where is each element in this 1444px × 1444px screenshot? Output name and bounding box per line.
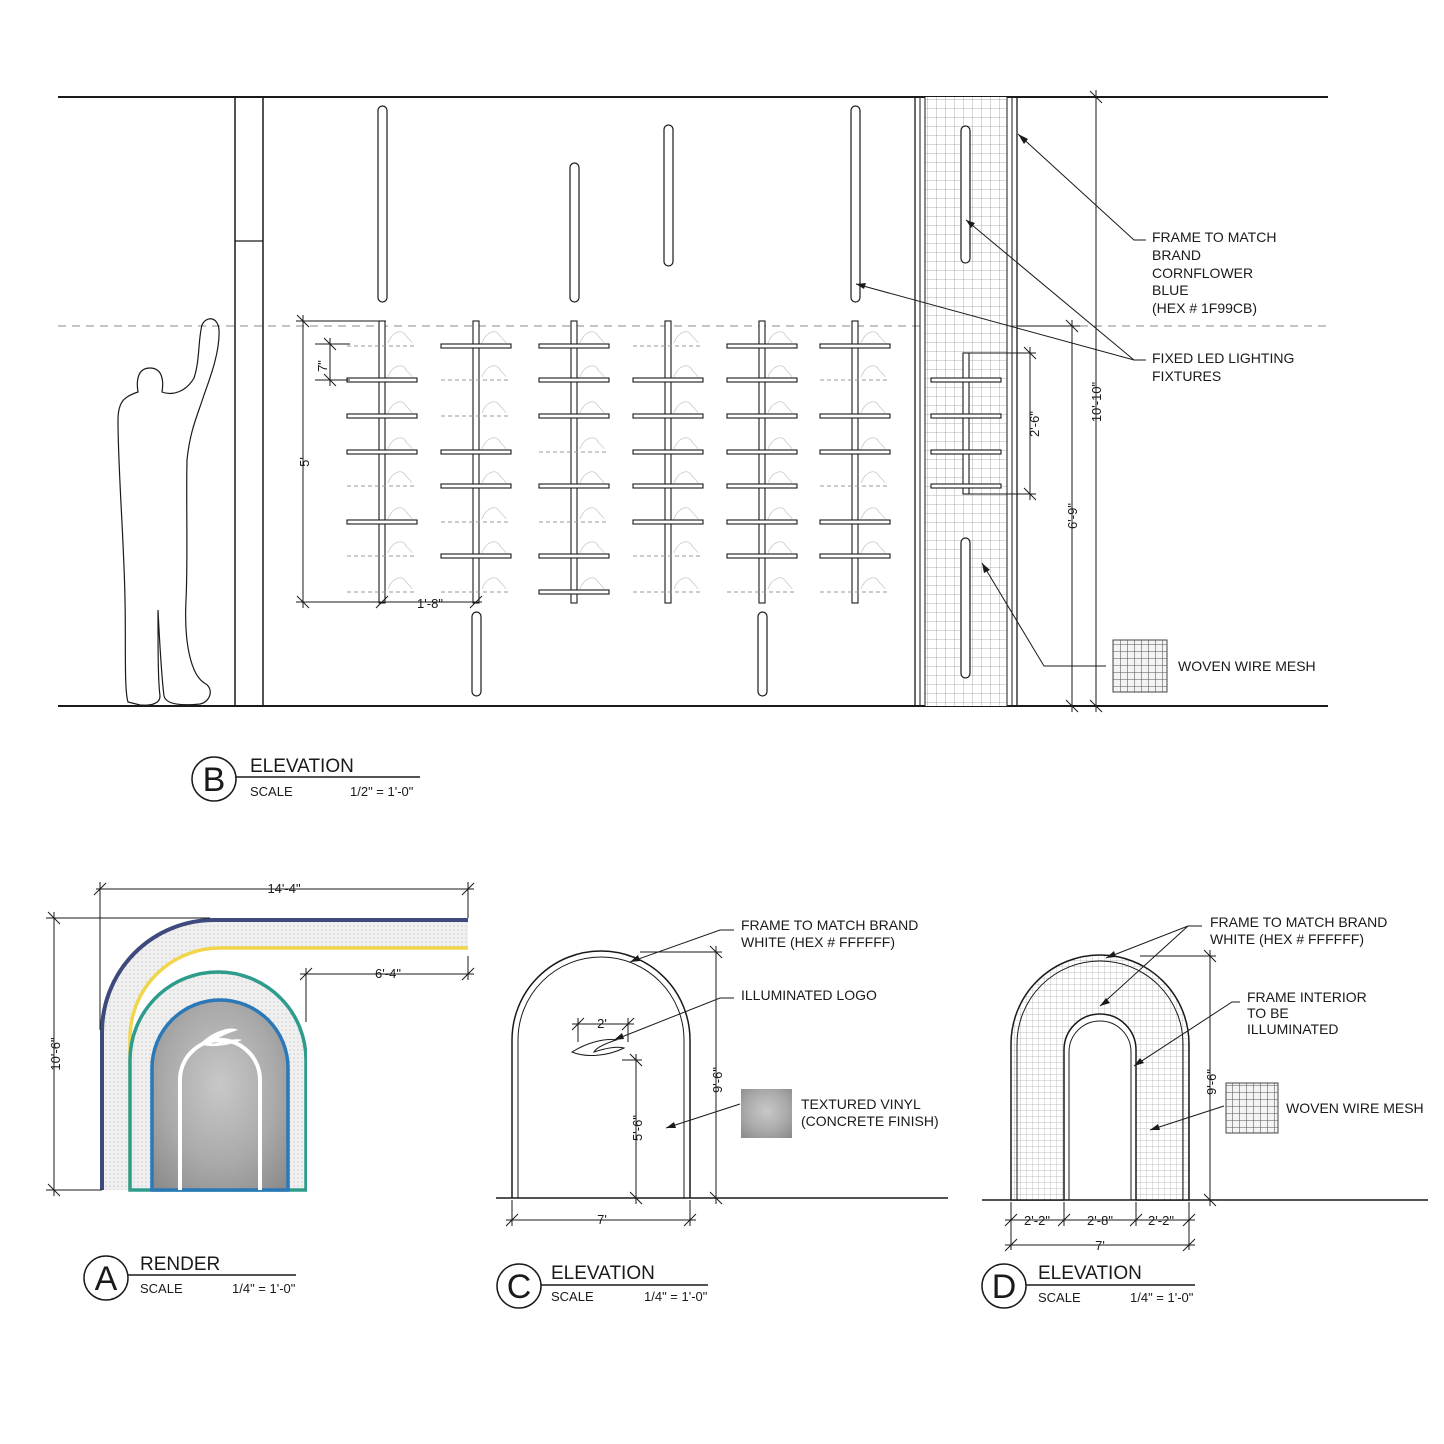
shoe-outline xyxy=(388,332,412,343)
shelf-post xyxy=(759,321,765,603)
note-line: FIXTURES xyxy=(1152,368,1222,384)
shoe-outline xyxy=(580,472,604,483)
shelf xyxy=(820,414,890,418)
note-line: TEXTURED VINYL xyxy=(801,1096,921,1112)
shoe-outline xyxy=(768,508,792,519)
dim-label-7: 7' xyxy=(1095,1238,1105,1253)
shoe-outline xyxy=(580,402,604,413)
shoe-outline xyxy=(861,332,885,343)
dim-label-5: 5' xyxy=(297,457,312,467)
scale-label: SCALE xyxy=(551,1289,594,1304)
vinyl-swatch xyxy=(741,1089,792,1138)
note-textured-vinyl xyxy=(801,1096,939,1129)
scale-value: 1/4" = 1'-0" xyxy=(644,1289,708,1304)
shoe-outline xyxy=(861,542,885,553)
shoe-outline xyxy=(580,578,604,589)
drawing-title: ELEVATION xyxy=(1038,1263,1142,1284)
shelf-post xyxy=(963,353,969,494)
shoe-outline xyxy=(674,438,698,449)
shoe-outline xyxy=(388,402,412,413)
shelf xyxy=(347,450,417,454)
note-frame-white xyxy=(1210,914,1391,947)
shelf xyxy=(727,414,797,418)
shelf xyxy=(539,590,609,594)
dim-label-2: 2' xyxy=(597,1016,607,1031)
shelf xyxy=(441,554,511,558)
shelf xyxy=(727,484,797,488)
leader-frame xyxy=(630,930,734,962)
elevation-c-text xyxy=(507,917,939,1306)
render-a xyxy=(46,882,477,1300)
shoe-outline xyxy=(674,508,698,519)
note-line: FRAME TO MATCH BRAND xyxy=(1210,914,1388,930)
dim-label-1-8: 1'-8" xyxy=(417,596,443,611)
dim-label-2-2-right: 2'-2" xyxy=(1148,1213,1174,1228)
shoe-outline xyxy=(861,472,885,483)
mesh-swatch xyxy=(1226,1083,1278,1133)
shoe-outline xyxy=(674,332,698,343)
shoe-outline xyxy=(861,578,885,589)
arch-outer xyxy=(512,951,690,1198)
arrowhead xyxy=(666,1122,676,1128)
shelf xyxy=(727,450,797,454)
shoe-outline xyxy=(674,472,698,483)
shoe-outline xyxy=(580,438,604,449)
shelf xyxy=(727,554,797,558)
illuminated-logo xyxy=(572,1040,624,1056)
shoe-outline xyxy=(388,508,412,519)
scale-value: 1/4" = 1'-0" xyxy=(1130,1290,1194,1305)
shelf xyxy=(633,450,703,454)
note-line: BRAND xyxy=(1152,247,1202,263)
arrowhead xyxy=(614,1033,624,1040)
dim-label-9-6: 9'-6" xyxy=(710,1067,725,1093)
shoe-outline xyxy=(580,508,604,519)
leader-frame-match xyxy=(1018,134,1146,240)
shoe-outline xyxy=(482,332,506,343)
led-fixture xyxy=(758,612,767,696)
shelf xyxy=(820,450,890,454)
note-line: (CONCRETE FINISH) xyxy=(801,1113,939,1129)
arch-opening-frame xyxy=(1069,1021,1131,1200)
note-line: TO BE xyxy=(1247,1005,1289,1021)
arrowhead xyxy=(1106,951,1116,958)
shoe-outline xyxy=(482,402,506,413)
note-line: ILLUMINATED xyxy=(1247,1021,1339,1037)
dim-label-7: 7' xyxy=(597,1212,607,1227)
note-illuminated-logo: ILLUMINATED LOGO xyxy=(741,987,877,1003)
shoe-outline xyxy=(388,438,412,449)
drawing-title: ELEVATION xyxy=(250,756,354,777)
shoe-outline xyxy=(768,578,792,589)
shoe-outline xyxy=(580,542,604,553)
shoe-outline xyxy=(388,366,412,377)
note-line: (HEX # 1F99CB) xyxy=(1152,300,1258,316)
title-tag-letter: C xyxy=(506,1268,532,1306)
shoe-outline xyxy=(768,402,792,413)
shoe-outline xyxy=(482,366,506,377)
note-frame-match xyxy=(1152,229,1280,316)
note-line: CORNFLOWER xyxy=(1152,265,1254,281)
dim-label-5-6: 5'-6" xyxy=(630,1115,645,1141)
dim-label-6-4: 6'-4" xyxy=(375,966,401,981)
shoe-outline xyxy=(768,366,792,377)
note-woven-wire-mesh: WOVEN WIRE MESH xyxy=(1178,658,1316,674)
shoe-outline xyxy=(861,402,885,413)
dim-label-14-4: 14'-4" xyxy=(267,881,301,896)
shelf xyxy=(820,344,890,348)
note-line: FRAME INTERIOR xyxy=(1247,989,1367,1005)
note-frame-white xyxy=(741,917,922,950)
shelf xyxy=(347,378,417,382)
shelf xyxy=(633,484,703,488)
scale-label: SCALE xyxy=(140,1281,183,1296)
shoe-outline xyxy=(768,542,792,553)
shelf xyxy=(633,414,703,418)
title-tag-letter: D xyxy=(991,1268,1017,1306)
shelf-post xyxy=(665,321,671,603)
shoe-outline xyxy=(388,472,412,483)
shelf-post xyxy=(852,321,858,603)
led-fixtures xyxy=(378,106,860,696)
shelf xyxy=(347,520,417,524)
led-fixture xyxy=(378,106,387,302)
title-tag-letter: A xyxy=(94,1260,118,1298)
shelf-units xyxy=(347,321,890,603)
shoe-outline xyxy=(674,542,698,553)
shelf xyxy=(727,520,797,524)
note-line: FRAME TO MATCH xyxy=(1152,229,1277,245)
shelf xyxy=(441,484,511,488)
note-woven-wire-mesh: WOVEN WIRE MESH xyxy=(1286,1100,1424,1116)
shoe-outline xyxy=(768,472,792,483)
dim-label-10-6: 10'-6" xyxy=(48,1037,63,1071)
led-fixture xyxy=(664,125,673,266)
mesh-swatch xyxy=(1113,640,1167,692)
shelf xyxy=(633,378,703,382)
note-line: WHITE (HEX # FFFFFF) xyxy=(741,934,895,950)
render-blue-band xyxy=(152,1000,288,1190)
shoe-outline xyxy=(580,366,604,377)
shoe-outline xyxy=(482,508,506,519)
shelf xyxy=(727,344,797,348)
note-line: WHITE (HEX # FFFFFF) xyxy=(1210,931,1364,947)
mesh-panel xyxy=(915,97,1017,706)
shelf xyxy=(931,414,1001,418)
leader-vinyl xyxy=(666,1104,740,1128)
shelf xyxy=(820,554,890,558)
shoe-outline xyxy=(482,542,506,553)
shelf xyxy=(539,378,609,382)
led-fixture xyxy=(961,126,970,263)
shelf xyxy=(539,414,609,418)
scale-label: SCALE xyxy=(250,784,293,799)
note-frame-interior xyxy=(1247,989,1371,1037)
shelf xyxy=(441,344,511,348)
shoe-outline xyxy=(768,332,792,343)
leader-frame xyxy=(1106,926,1202,958)
shelf xyxy=(633,520,703,524)
shoe-outline xyxy=(674,578,698,589)
shoe-outline xyxy=(861,438,885,449)
led-fixture xyxy=(961,538,970,678)
shoe-outline xyxy=(482,578,506,589)
dim-label-10-10: 10'-10" xyxy=(1089,381,1104,423)
shelf xyxy=(539,484,609,488)
led-fixture xyxy=(851,106,860,302)
arrowhead xyxy=(1018,134,1028,144)
shoe-outline xyxy=(861,508,885,519)
shoe-outline xyxy=(674,402,698,413)
shelf xyxy=(727,378,797,382)
shelf xyxy=(820,520,890,524)
shoe-outline xyxy=(482,438,506,449)
shelf xyxy=(931,450,1001,454)
shoe-outline xyxy=(768,438,792,449)
drawing-title: RENDER xyxy=(140,1254,221,1275)
shelf-post xyxy=(571,321,577,603)
drawing-title: ELEVATION xyxy=(551,1263,655,1284)
shoe-outline xyxy=(674,366,698,377)
scale-label: SCALE xyxy=(1038,1290,1081,1305)
shoe-outline xyxy=(388,542,412,553)
title-tag-letter: B xyxy=(202,761,226,799)
dim-label-9-6: 9'-6" xyxy=(1204,1069,1219,1095)
dim-label-6-9: 6'-9" xyxy=(1065,503,1080,529)
human-figure xyxy=(118,319,219,705)
shelf xyxy=(539,554,609,558)
note-line: FIXED LED LIGHTING xyxy=(1152,350,1295,366)
dim-label-2-2-left: 2'-2" xyxy=(1024,1213,1050,1228)
shoe-outline xyxy=(482,472,506,483)
shoe-outline xyxy=(388,578,412,589)
shelf-post xyxy=(379,321,385,603)
shelf xyxy=(347,414,417,418)
shelf-post xyxy=(473,321,479,603)
led-fixture xyxy=(472,612,481,696)
note-led-fixtures xyxy=(1152,350,1298,384)
led-fixture xyxy=(570,163,579,302)
note-line: BLUE xyxy=(1152,282,1189,298)
mesh-arch xyxy=(1011,955,1189,1200)
shoe-outline xyxy=(580,332,604,343)
dim-label-2-6: 2'-6" xyxy=(1027,411,1042,437)
note-line: FRAME TO MATCH BRAND xyxy=(741,917,919,933)
shelf xyxy=(931,378,1001,382)
dim-label-2-8: 2'-8" xyxy=(1087,1213,1113,1228)
elevation-b xyxy=(58,90,1328,801)
arch-inner xyxy=(518,957,684,1198)
scale-value: 1/4" = 1'-0" xyxy=(232,1281,296,1296)
shelf xyxy=(539,344,609,348)
shelf xyxy=(931,484,1001,488)
dim-label-7: 7" xyxy=(315,360,330,372)
scale-value: 1/2" = 1'-0" xyxy=(350,784,414,799)
shelf xyxy=(441,450,511,454)
shoe-outline xyxy=(861,366,885,377)
elevation-d xyxy=(982,926,1428,1308)
render-white-mask xyxy=(307,975,477,1195)
